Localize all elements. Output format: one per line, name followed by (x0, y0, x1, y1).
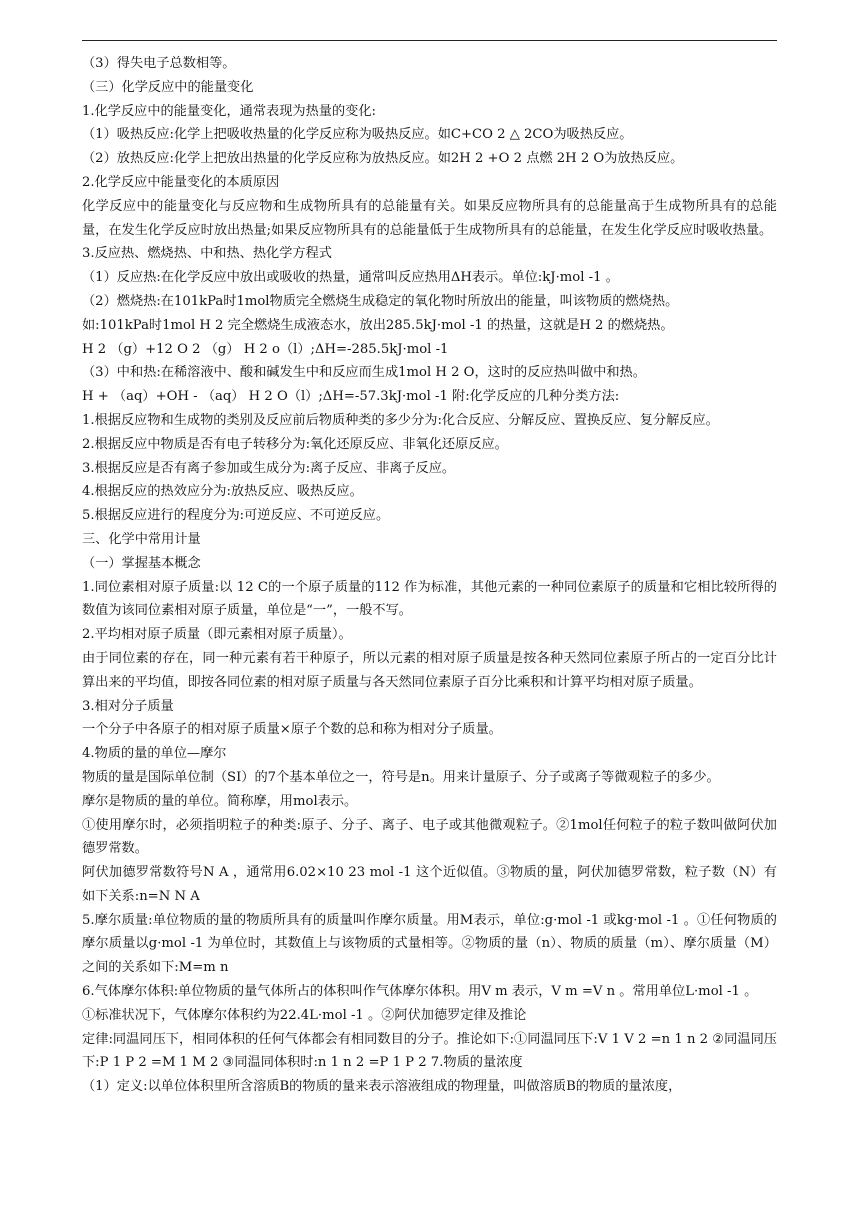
paragraph: （3）得失电子总数相等。 (82, 56, 236, 71)
paragraph: 一个分子中各原子的相对原子质量×原子个数的总和称为相对分子质量。 (82, 722, 502, 738)
paragraph: （3）中和热:在稀溶液中、酸和碱发生中和反应而生成1mol H 2 O，这时的反应热叫做中和热。 (82, 365, 646, 381)
section-heading: （一）掌握基本概念 (82, 555, 201, 571)
paragraph: 5.摩尔质量:单位物质的量的物质所具有的质量叫作摩尔质量。用M表示，单位:g·mol -1 或kg·mol -1 。①任何物质的摩尔质量以g·mol -1 为单位时，其数值上与该物质的式量相等。②物质的量（n）、物质的质量（m）、摩尔质量（M）之间的关系如下:M=m n (82, 912, 777, 976)
paragraph: 由于同位素的存在，同一种元素有若干种原子，所以元素的相对原子质量是按各种天然同位素原子所占的一定百分比计算出来的平均值，即按各同位素的相对原子质量与各天然同位素原子百分比乘积和计算平均相对原子质量。 (82, 650, 777, 690)
paragraph: 4.物质的量的单位—摩尔 (82, 746, 227, 762)
paragraph: ①标准状况下，气体摩尔体积约为22.4L·mol -1 。②阿伏加德罗定律及推论 (82, 1007, 527, 1023)
paragraph: （2）燃烧热:在101kPa时1mol物质完全燃烧生成稳定的氧化物时所放出的能量，叫该物质的燃烧热。 (82, 293, 679, 309)
equation-line: H 2 （g）+12 O 2 （g） H 2 o（l）;ΔH=-285.5kJ·mol -1 (82, 341, 449, 357)
section-heading: （三）化学反应中的能量变化 (82, 79, 254, 95)
header-rule (82, 40, 777, 41)
paragraph: 3.相对分子质量 (82, 698, 174, 714)
paragraph: ①使用摩尔时，必须指明粒子的种类:原子、分子、离子、电子或其他微观粒子。②1mol任何粒子的粒子数叫做阿伏加德罗常数。 (82, 817, 777, 857)
paragraph: （2）放热反应:化学上把放出热量的化学反应称为放热反应。如2H 2 +O 2 点燃 2H 2 O为放热反应。 (82, 151, 684, 167)
paragraph: （1）反应热:在化学反应中放出或吸收的热量，通常叫反应热用ΔH表示。单位:kJ·mol -1 。 (82, 270, 619, 286)
paragraph: 如:101kPa时1mol H 2 完全燃烧生成液态水，放出285.5kJ·mol -1 的热量，这就是H 2 的燃烧热。 (82, 317, 674, 333)
paragraph: 化学反应中的能量变化与反应物和生成物所具有的总能量有关。如果反应物所具有的总能量高于生成物所具有的总能量，在发生化学反应时放出热量;如果反应物所具有的总能量低于生成物所具有的总能量，在发生化学反应时吸收热量。 (82, 198, 777, 238)
paragraph: 6.气体摩尔体积:单位物质的量气体所占的体积叫作气体摩尔体积。用V m 表示，V m =V n 。常用单位L·mol -1 。 (82, 984, 758, 1000)
paragraph: 3.根据反应是否有离子参加或生成分为:离子反应、非离子反应。 (82, 460, 456, 476)
paragraph: （1）定义:以单位体积里所含溶质B的物质的量来表示溶液组成的物理量，叫做溶质B的物质的量浓度， (82, 1079, 682, 1095)
document-body (82, 52, 777, 1099)
paragraph: 5.根据反应进行的程度分为:可逆反应、不可逆反应。 (82, 508, 390, 524)
paragraph: 定律:同温同压下，相同体积的任何气体都会有相同数目的分子。推论如下:①同温同压下:V 1 V 2 =n 1 n 2 ②同温同压下:P 1 P 2 =M 1 M 2 ③同温同体积时:n 1 n 2 =P 1 P 2 7.物质的量浓度 (82, 1031, 777, 1071)
paragraph: 摩尔是物质的量的单位。简称摩，用mol表示。 (82, 793, 358, 809)
paragraph: 4.根据反应的热效应分为:放热反应、吸热反应。 (82, 484, 363, 500)
paragraph: 1.根据反应物和生成物的类别及反应前后物质种类的多少分为:化合反应、分解反应、置换反应、复分解反应。 (82, 412, 719, 428)
equation-line: H + （aq）+OH - （aq） H 2 O（l）;ΔH=-57.3kJ·mol -1 附:化学反应的几种分类方法: (82, 389, 620, 405)
paragraph: 1.化学反应中的能量变化，通常表现为热量的变化: (82, 103, 376, 119)
paragraph: 2.化学反应中能量变化的本质原因 (82, 174, 280, 190)
paragraph: 2.平均相对原子质量（即元素相对原子质量）。 (82, 627, 352, 643)
paragraph: 物质的量是国际单位制（SI）的7个基本单位之一，符号是n。用来计量原子、分子或离子等微观粒子的多少。 (82, 769, 720, 785)
paragraph: 阿伏加德罗常数符号N A ，通常用6.02×10 23 mol -1 这个近似值。③物质的量，阿伏加德罗常数，粒子数（N）有如下关系:n=N N A (82, 865, 777, 904)
section-heading: 三、化学中常用计量 (82, 531, 201, 547)
paragraph: 3.反应热、燃烧热、中和热、热化学方程式 (82, 246, 332, 262)
paragraph: （1）吸热反应:化学上把吸收热量的化学反应称为吸热反应。如C+CO 2 △ 2CO为吸热反应。 (82, 127, 633, 143)
paragraph: 2.根据反应中物质是否有电子转移分为:氧化还原反应、非氧化还原反应。 (82, 436, 508, 452)
paragraph: 1.同位素相对原子质量:以 12 C的一个原子质量的112 作为标准，其他元素的一种同位素原子的质量和它相比较所得的数值为该同位素相对原子质量，单位是“一”，一般不写。 (82, 579, 777, 619)
